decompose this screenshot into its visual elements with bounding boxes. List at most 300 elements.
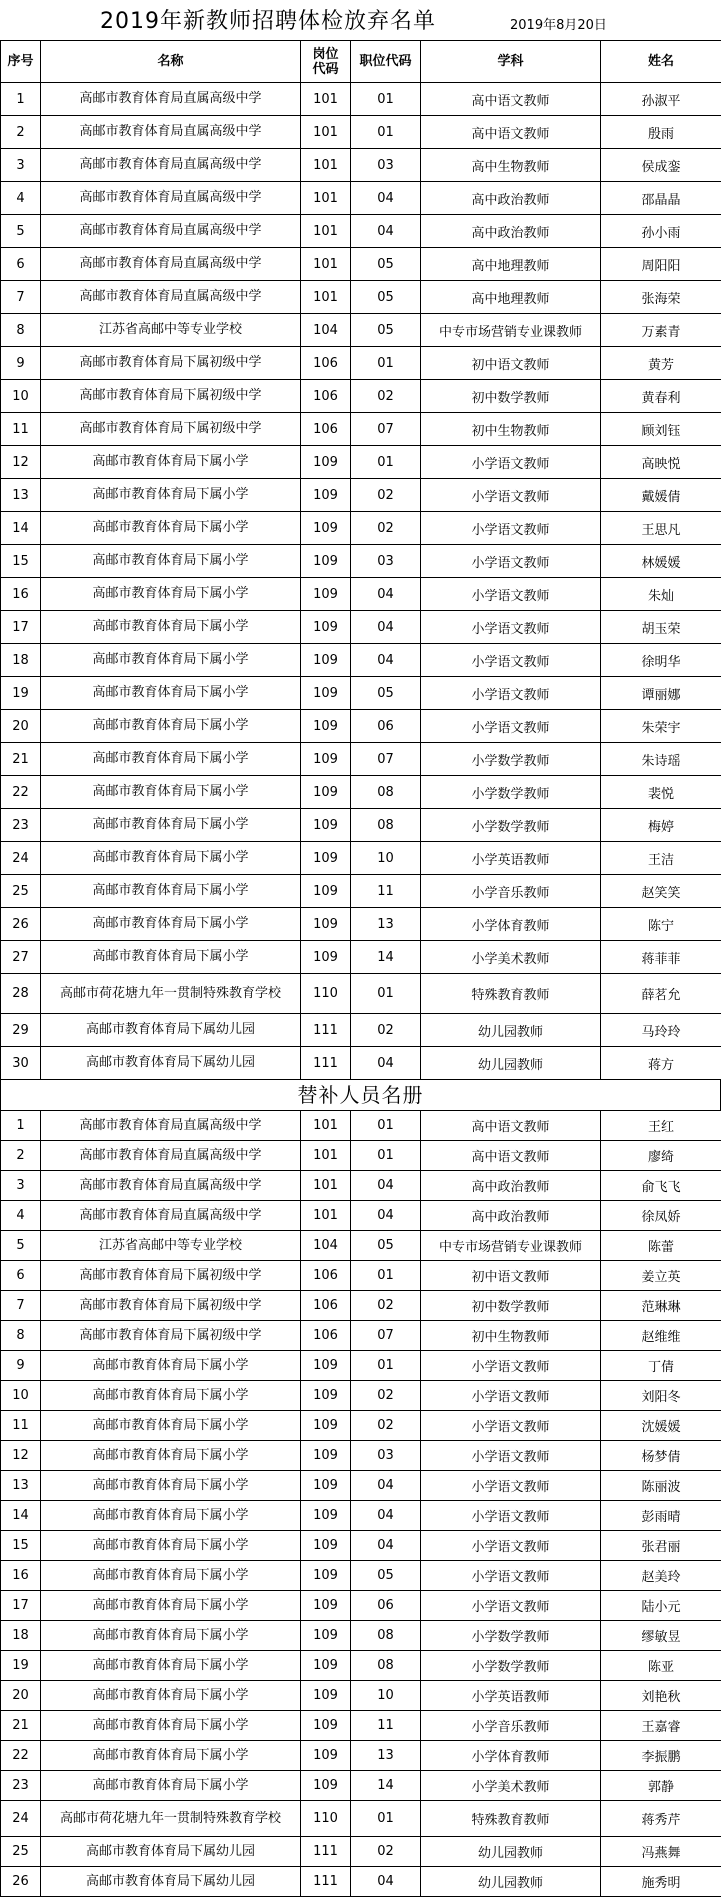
cell-school: 高邮市教育体育局下属小学 (41, 1771, 301, 1801)
cell-person: 胡玉荣 (601, 611, 721, 644)
cell-person: 朱诗瑶 (601, 743, 721, 776)
cell-index: 12 (1, 446, 41, 479)
cell-post-code: 109 (301, 611, 351, 644)
cell-index: 1 (1, 1111, 41, 1141)
cell-school: 高邮市教育体育局下属小学 (41, 677, 301, 710)
cell-school: 高邮市教育体育局下属小学 (41, 1711, 301, 1741)
cell-position-code: 02 (351, 512, 421, 545)
cell-school: 高邮市教育体育局下属小学 (41, 1561, 301, 1591)
cell-post-code: 106 (301, 347, 351, 380)
cell-school: 高邮市教育体育局直属高级中学 (41, 215, 301, 248)
table-row (1, 974, 721, 1014)
table-row (1, 248, 721, 281)
cell-post-code: 109 (301, 875, 351, 908)
table-row (1, 479, 721, 512)
cell-subject: 小学语文教师 (421, 1561, 601, 1591)
table-row (1, 1651, 721, 1681)
cell-position-code: 05 (351, 1561, 421, 1591)
cell-person: 陈丽波 (601, 1471, 721, 1501)
cell-post-code: 109 (301, 545, 351, 578)
cell-position-code: 04 (351, 1471, 421, 1501)
cell-subject: 小学数学教师 (421, 1621, 601, 1651)
cell-subject: 中专市场营销专业课教师 (421, 314, 601, 347)
cell-subject: 小学语文教师 (421, 1351, 601, 1381)
cell-post-code: 109 (301, 908, 351, 941)
cell-position-code: 08 (351, 1621, 421, 1651)
cell-school: 高邮市教育体育局下属初级中学 (41, 380, 301, 413)
cell-school: 高邮市教育体育局直属高级中学 (41, 182, 301, 215)
cell-index: 6 (1, 248, 41, 281)
table-row (1, 446, 721, 479)
header-subject: 学科 (421, 41, 601, 83)
cell-post-code: 101 (301, 149, 351, 182)
cell-person: 蒋菲菲 (601, 941, 721, 974)
cell-school: 高邮市教育体育局下属小学 (41, 1471, 301, 1501)
table-row (1, 1201, 721, 1231)
cell-index: 6 (1, 1261, 41, 1291)
cell-school: 高邮市教育体育局下属幼儿园 (41, 1014, 301, 1047)
cell-subject: 小学英语教师 (421, 842, 601, 875)
cell-person: 孙小雨 (601, 215, 721, 248)
header-post-code (301, 41, 351, 83)
cell-position-code: 05 (351, 1231, 421, 1261)
cell-school: 高邮市教育体育局下属小学 (41, 1411, 301, 1441)
cell-person: 殷雨 (601, 116, 721, 149)
cell-index: 25 (1, 1837, 41, 1867)
cell-index: 11 (1, 1411, 41, 1441)
header-post-code-line1: 岗位 (312, 46, 339, 62)
cell-subject: 小学语文教师 (421, 710, 601, 743)
cell-index: 12 (1, 1441, 41, 1471)
cell-subject: 初中生物教师 (421, 1321, 601, 1351)
table-row (1, 347, 721, 380)
cell-index: 14 (1, 1501, 41, 1531)
cell-person: 顾刘钰 (601, 413, 721, 446)
cell-person: 万素青 (601, 314, 721, 347)
cell-position-code: 13 (351, 1741, 421, 1771)
cell-index: 15 (1, 545, 41, 578)
cell-index: 8 (1, 314, 41, 347)
cell-subject: 小学数学教师 (421, 776, 601, 809)
cell-school: 高邮市教育体育局直属高级中学 (41, 149, 301, 182)
cell-post-code: 104 (301, 314, 351, 347)
cell-post-code: 109 (301, 743, 351, 776)
table-row (1, 1047, 721, 1080)
cell-position-code: 08 (351, 1651, 421, 1681)
table-row (1, 281, 721, 314)
table-row (1, 1801, 721, 1837)
cell-school: 高邮市荷花塘九年一贯制特殊教育学校 (41, 1801, 301, 1837)
cell-subject: 初中语文教师 (421, 1261, 601, 1291)
cell-post-code: 101 (301, 1171, 351, 1201)
cell-school: 高邮市教育体育局直属高级中学 (41, 116, 301, 149)
table-row (1, 1837, 721, 1867)
table-row (1, 1561, 721, 1591)
cell-subject: 小学音乐教师 (421, 1711, 601, 1741)
table-row (1, 1351, 721, 1381)
cell-subject: 初中数学教师 (421, 1291, 601, 1321)
cell-index: 10 (1, 380, 41, 413)
cell-subject: 小学音乐教师 (421, 875, 601, 908)
cell-subject: 中专市场营销专业课教师 (421, 1231, 601, 1261)
cell-position-code: 01 (351, 1111, 421, 1141)
cell-post-code: 109 (301, 1381, 351, 1411)
cell-subject: 幼儿园教师 (421, 1837, 601, 1867)
table-row (1, 1321, 721, 1351)
cell-index: 4 (1, 1201, 41, 1231)
cell-position-code: 01 (351, 1261, 421, 1291)
cell-position-code: 02 (351, 1381, 421, 1411)
table-row (1, 743, 721, 776)
cell-post-code: 110 (301, 1801, 351, 1837)
cell-person: 陈蕾 (601, 1231, 721, 1261)
cell-school: 高邮市教育体育局下属小学 (41, 908, 301, 941)
cell-index: 9 (1, 347, 41, 380)
cell-index: 22 (1, 776, 41, 809)
cell-index: 7 (1, 281, 41, 314)
table-row (1, 1711, 721, 1741)
table-row (1, 545, 721, 578)
cell-subject: 小学语文教师 (421, 1531, 601, 1561)
cell-school: 高邮市教育体育局下属小学 (41, 644, 301, 677)
cell-position-code: 11 (351, 1711, 421, 1741)
cell-index: 3 (1, 1171, 41, 1201)
cell-index: 25 (1, 875, 41, 908)
cell-person: 沈媛媛 (601, 1411, 721, 1441)
substitute-title: 替补人员名册 (0, 1080, 721, 1110)
cell-post-code: 109 (301, 710, 351, 743)
cell-position-code: 01 (351, 347, 421, 380)
cell-school: 高邮市教育体育局下属初级中学 (41, 347, 301, 380)
cell-index: 19 (1, 1651, 41, 1681)
abandon-table (0, 40, 721, 1080)
cell-person: 朱荣宇 (601, 710, 721, 743)
cell-post-code: 109 (301, 644, 351, 677)
cell-index: 26 (1, 1867, 41, 1897)
cell-school: 高邮市教育体育局下属幼儿园 (41, 1867, 301, 1897)
cell-person: 朱灿 (601, 578, 721, 611)
cell-index: 16 (1, 1561, 41, 1591)
table-row (1, 1111, 721, 1141)
cell-person: 彭雨晴 (601, 1501, 721, 1531)
cell-post-code: 106 (301, 1261, 351, 1291)
cell-person: 徐明华 (601, 644, 721, 677)
cell-school: 高邮市教育体育局下属小学 (41, 842, 301, 875)
page-title: 2019年新教师招聘体检放弃名单 (100, 9, 436, 34)
cell-subject: 高中政治教师 (421, 1171, 601, 1201)
cell-school: 高邮市教育体育局直属高级中学 (41, 281, 301, 314)
table-row (1, 413, 721, 446)
cell-school: 高邮市教育体育局下属小学 (41, 776, 301, 809)
date-label: 2019年8月20日 (510, 18, 607, 33)
cell-person: 王红 (601, 1111, 721, 1141)
cell-person: 孙淑平 (601, 83, 721, 116)
cell-index: 17 (1, 611, 41, 644)
table-row (1, 809, 721, 842)
cell-post-code: 109 (301, 1651, 351, 1681)
cell-school: 高邮市教育体育局下属小学 (41, 1591, 301, 1621)
cell-subject: 高中政治教师 (421, 1201, 601, 1231)
cell-subject: 小学语文教师 (421, 512, 601, 545)
cell-post-code: 109 (301, 1501, 351, 1531)
cell-index: 20 (1, 710, 41, 743)
cell-position-code: 05 (351, 677, 421, 710)
cell-subject: 初中语文教师 (421, 347, 601, 380)
cell-index: 8 (1, 1321, 41, 1351)
cell-position-code: 02 (351, 1014, 421, 1047)
cell-subject: 初中数学教师 (421, 380, 601, 413)
cell-person: 裴悦 (601, 776, 721, 809)
cell-subject: 小学语文教师 (421, 1501, 601, 1531)
cell-subject: 小学数学教师 (421, 1651, 601, 1681)
table-row (1, 611, 721, 644)
cell-index: 21 (1, 1711, 41, 1741)
cell-position-code: 03 (351, 149, 421, 182)
cell-person: 邵晶晶 (601, 182, 721, 215)
cell-index: 4 (1, 182, 41, 215)
cell-school: 高邮市教育体育局下属小学 (41, 809, 301, 842)
cell-position-code: 06 (351, 1591, 421, 1621)
cell-position-code: 01 (351, 83, 421, 116)
cell-person: 王嘉睿 (601, 1711, 721, 1741)
substitute-table-body (1, 1111, 721, 1897)
table-row (1, 380, 721, 413)
cell-index: 22 (1, 1741, 41, 1771)
cell-person: 林媛媛 (601, 545, 721, 578)
cell-post-code: 109 (301, 1561, 351, 1591)
cell-post-code: 104 (301, 1231, 351, 1261)
cell-subject: 高中地理教师 (421, 248, 601, 281)
cell-position-code: 05 (351, 281, 421, 314)
cell-school: 高邮市教育体育局下属小学 (41, 1501, 301, 1531)
cell-subject: 幼儿园教师 (421, 1047, 601, 1080)
table-row (1, 1171, 721, 1201)
cell-index: 29 (1, 1014, 41, 1047)
cell-person: 俞飞飞 (601, 1171, 721, 1201)
cell-position-code: 07 (351, 1321, 421, 1351)
table-row (1, 1681, 721, 1711)
cell-post-code: 101 (301, 215, 351, 248)
cell-position-code: 04 (351, 182, 421, 215)
cell-person: 马玲玲 (601, 1014, 721, 1047)
cell-post-code: 109 (301, 446, 351, 479)
table-row (1, 314, 721, 347)
cell-person: 王思凡 (601, 512, 721, 545)
header-post-code-line2: 代码 (312, 61, 339, 77)
cell-post-code: 106 (301, 380, 351, 413)
cell-subject: 小学体育教师 (421, 1741, 601, 1771)
cell-post-code: 109 (301, 1531, 351, 1561)
cell-post-code: 109 (301, 1621, 351, 1651)
cell-position-code: 08 (351, 809, 421, 842)
cell-person: 高映悦 (601, 446, 721, 479)
cell-position-code: 01 (351, 974, 421, 1014)
cell-position-code: 10 (351, 1681, 421, 1711)
cell-post-code: 101 (301, 281, 351, 314)
cell-index: 7 (1, 1291, 41, 1321)
table-row (1, 1441, 721, 1471)
cell-person: 徐凤娇 (601, 1201, 721, 1231)
cell-person: 张海荣 (601, 281, 721, 314)
cell-school: 高邮市教育体育局下属初级中学 (41, 1291, 301, 1321)
cell-post-code: 106 (301, 1291, 351, 1321)
cell-position-code: 08 (351, 776, 421, 809)
cell-subject: 小学美术教师 (421, 941, 601, 974)
table-row (1, 1867, 721, 1897)
cell-school: 江苏省高邮中等专业学校 (41, 314, 301, 347)
cell-post-code: 101 (301, 182, 351, 215)
cell-subject: 小学语文教师 (421, 1441, 601, 1471)
cell-index: 13 (1, 1471, 41, 1501)
cell-school: 高邮市教育体育局下属小学 (41, 545, 301, 578)
title-row (0, 0, 721, 40)
cell-subject: 特殊教育教师 (421, 974, 601, 1014)
cell-post-code: 101 (301, 83, 351, 116)
table-row (1, 875, 721, 908)
cell-index: 18 (1, 1621, 41, 1651)
table-row (1, 578, 721, 611)
cell-person: 陈亚 (601, 1651, 721, 1681)
cell-person: 周阳阳 (601, 248, 721, 281)
table-row (1, 1501, 721, 1531)
cell-school: 高邮市教育体育局下属初级中学 (41, 1261, 301, 1291)
cell-post-code: 109 (301, 842, 351, 875)
cell-position-code: 07 (351, 413, 421, 446)
cell-subject: 高中语文教师 (421, 1111, 601, 1141)
cell-subject: 特殊教育教师 (421, 1801, 601, 1837)
cell-index: 2 (1, 1141, 41, 1171)
cell-person: 侯成銮 (601, 149, 721, 182)
cell-school: 高邮市教育体育局直属高级中学 (41, 1111, 301, 1141)
cell-index: 19 (1, 677, 41, 710)
cell-index: 5 (1, 1231, 41, 1261)
header-person: 姓名 (601, 41, 721, 83)
cell-position-code: 01 (351, 1351, 421, 1381)
cell-index: 2 (1, 116, 41, 149)
cell-index: 18 (1, 644, 41, 677)
cell-position-code: 11 (351, 875, 421, 908)
cell-post-code: 109 (301, 1591, 351, 1621)
cell-subject: 幼儿园教师 (421, 1867, 601, 1897)
cell-post-code: 109 (301, 512, 351, 545)
cell-post-code: 109 (301, 479, 351, 512)
cell-post-code: 111 (301, 1837, 351, 1867)
cell-school: 高邮市教育体育局下属小学 (41, 512, 301, 545)
cell-subject: 小学语文教师 (421, 1471, 601, 1501)
cell-position-code: 14 (351, 1771, 421, 1801)
cell-person: 黄芳 (601, 347, 721, 380)
cell-post-code: 109 (301, 1711, 351, 1741)
table-row (1, 1531, 721, 1561)
cell-school: 高邮市教育体育局下属幼儿园 (41, 1837, 301, 1867)
table-row (1, 182, 721, 215)
cell-school: 高邮市教育体育局下属小学 (41, 1651, 301, 1681)
cell-position-code: 04 (351, 1201, 421, 1231)
cell-index: 20 (1, 1681, 41, 1711)
cell-position-code: 13 (351, 908, 421, 941)
cell-position-code: 01 (351, 1801, 421, 1837)
cell-post-code: 109 (301, 776, 351, 809)
cell-school: 高邮市教育体育局下属小学 (41, 1741, 301, 1771)
cell-subject: 小学数学教师 (421, 743, 601, 776)
cell-subject: 高中地理教师 (421, 281, 601, 314)
cell-school: 高邮市教育体育局下属小学 (41, 710, 301, 743)
cell-post-code: 101 (301, 1111, 351, 1141)
cell-school: 高邮市教育体育局直属高级中学 (41, 1141, 301, 1171)
cell-index: 16 (1, 578, 41, 611)
cell-post-code: 109 (301, 1681, 351, 1711)
cell-school: 高邮市教育体育局下属小学 (41, 446, 301, 479)
cell-subject: 初中生物教师 (421, 413, 601, 446)
cell-index: 28 (1, 974, 41, 1014)
cell-subject: 小学美术教师 (421, 1771, 601, 1801)
cell-index: 10 (1, 1381, 41, 1411)
cell-school: 高邮市教育体育局下属小学 (41, 941, 301, 974)
cell-position-code: 05 (351, 314, 421, 347)
table-row (1, 776, 721, 809)
cell-post-code: 109 (301, 1771, 351, 1801)
cell-index: 14 (1, 512, 41, 545)
cell-person: 蒋方 (601, 1047, 721, 1080)
cell-index: 30 (1, 1047, 41, 1080)
cell-person: 黄春利 (601, 380, 721, 413)
cell-post-code: 101 (301, 1201, 351, 1231)
cell-person: 陈宁 (601, 908, 721, 941)
cell-index: 5 (1, 215, 41, 248)
cell-subject: 高中语文教师 (421, 116, 601, 149)
cell-post-code: 101 (301, 248, 351, 281)
table-row (1, 116, 721, 149)
cell-position-code: 01 (351, 446, 421, 479)
cell-post-code: 109 (301, 809, 351, 842)
cell-school: 高邮市教育体育局下属初级中学 (41, 413, 301, 446)
header-school: 名称 (41, 41, 301, 83)
cell-post-code: 111 (301, 1014, 351, 1047)
cell-person: 薛茗允 (601, 974, 721, 1014)
cell-subject: 小学语文教师 (421, 446, 601, 479)
cell-position-code: 02 (351, 1291, 421, 1321)
cell-index: 11 (1, 413, 41, 446)
cell-position-code: 05 (351, 248, 421, 281)
cell-post-code: 111 (301, 1867, 351, 1897)
cell-person: 冯燕舞 (601, 1837, 721, 1867)
cell-index: 24 (1, 842, 41, 875)
cell-school: 高邮市教育体育局直属高级中学 (41, 248, 301, 281)
cell-person: 赵维维 (601, 1321, 721, 1351)
cell-school: 高邮市教育体育局下属小学 (41, 1351, 301, 1381)
cell-post-code: 109 (301, 1411, 351, 1441)
cell-person: 赵美玲 (601, 1561, 721, 1591)
cell-post-code: 111 (301, 1047, 351, 1080)
cell-person: 姜立英 (601, 1261, 721, 1291)
table-row (1, 644, 721, 677)
table-row (1, 1621, 721, 1651)
cell-post-code: 110 (301, 974, 351, 1014)
cell-index: 17 (1, 1591, 41, 1621)
cell-index: 23 (1, 1771, 41, 1801)
table-row (1, 512, 721, 545)
cell-person: 刘阳冬 (601, 1381, 721, 1411)
cell-subject: 高中语文教师 (421, 1141, 601, 1171)
table-row (1, 83, 721, 116)
cell-position-code: 04 (351, 644, 421, 677)
cell-position-code: 06 (351, 710, 421, 743)
cell-post-code: 106 (301, 1321, 351, 1351)
cell-index: 13 (1, 479, 41, 512)
cell-subject: 小学语文教师 (421, 677, 601, 710)
table-row (1, 1231, 721, 1261)
cell-position-code: 10 (351, 842, 421, 875)
